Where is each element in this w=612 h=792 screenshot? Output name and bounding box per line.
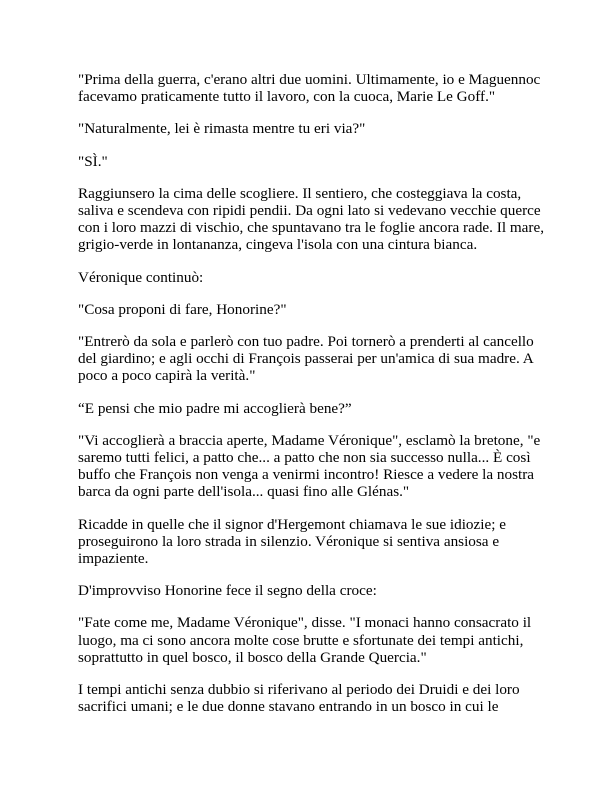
paragraph: "SÌ." [78, 152, 108, 170]
paragraph: Raggiunsero la cima delle scogliere. Il sentiero, che costeggiava la costa, saliva e scendeva con ripidi pendii. Da ogni lato si vedevano vecchie querce con i loro mazzi di vischio, che spuntavano tra le foglie ancora rade. Il mare, grigio-verde in lontananza, cingeva l'isola con una cintura bianca. [78, 184, 544, 254]
paragraph: Véronique continuò: [78, 268, 204, 286]
paragraph: "Fate come me, Madame Véronique", disse. "I monaci hanno consacrato il luogo, ma ci sono ancora molte cose brutte e sfortunate dei tempi antichi, soprattutto in quel bosco, il bosco della Grande Quercia." [78, 614, 532, 666]
paragraph: Ricadde in quelle che il signor d'Hergemont chiamava le sue idiozie; e proseguirono la loro strada in silenzio. Véronique si sentiva ansiosa e impaziente. [78, 515, 506, 568]
paragraph: “E pensi che mio padre mi accoglierà bene?” [78, 399, 352, 417]
paragraph: "Prima della guerra, c'erano altri due uomini. Ultimamente, io e Maguennoc facevamo praticamente tutto il lavoro, con la cuoca, Marie Le Goff." [78, 71, 541, 106]
paragraph: "Cosa proponi di fare, Honorine?" [78, 300, 287, 318]
paragraph: "Naturalmente, lei è rimasta mentre tu eri via?" [78, 120, 366, 138]
document-page [78, 71, 548, 730]
paragraph: "Vi accoglierà a braccia aperte, Madame Véronique", esclamò la bretone, "e saremo tutti felici, a patto che... a patto che non sia successo nulla... È così buffo che François non venga a venirmi incontro! Riesce a vedere la nostra barca da ogni parte dell'isola... quasi fino alle Glénas." [78, 431, 541, 501]
paragraph: I tempi antichi senza dubbio si riferivano al periodo dei Druidi e dei loro sacrifici umani; e le due donne stavano entrando in un bosco in cui le [78, 681, 520, 716]
paragraph: "Entrerò da sola e parlerò con tuo padre. Poi tornerò a prenderti al cancello del giardino; e agli occhi di François passerai per un'amica di sua madre. A poco a poco capirà la verità." [78, 333, 534, 385]
paragraph: D'improvviso Honorine fece il segno della croce: [78, 582, 377, 600]
